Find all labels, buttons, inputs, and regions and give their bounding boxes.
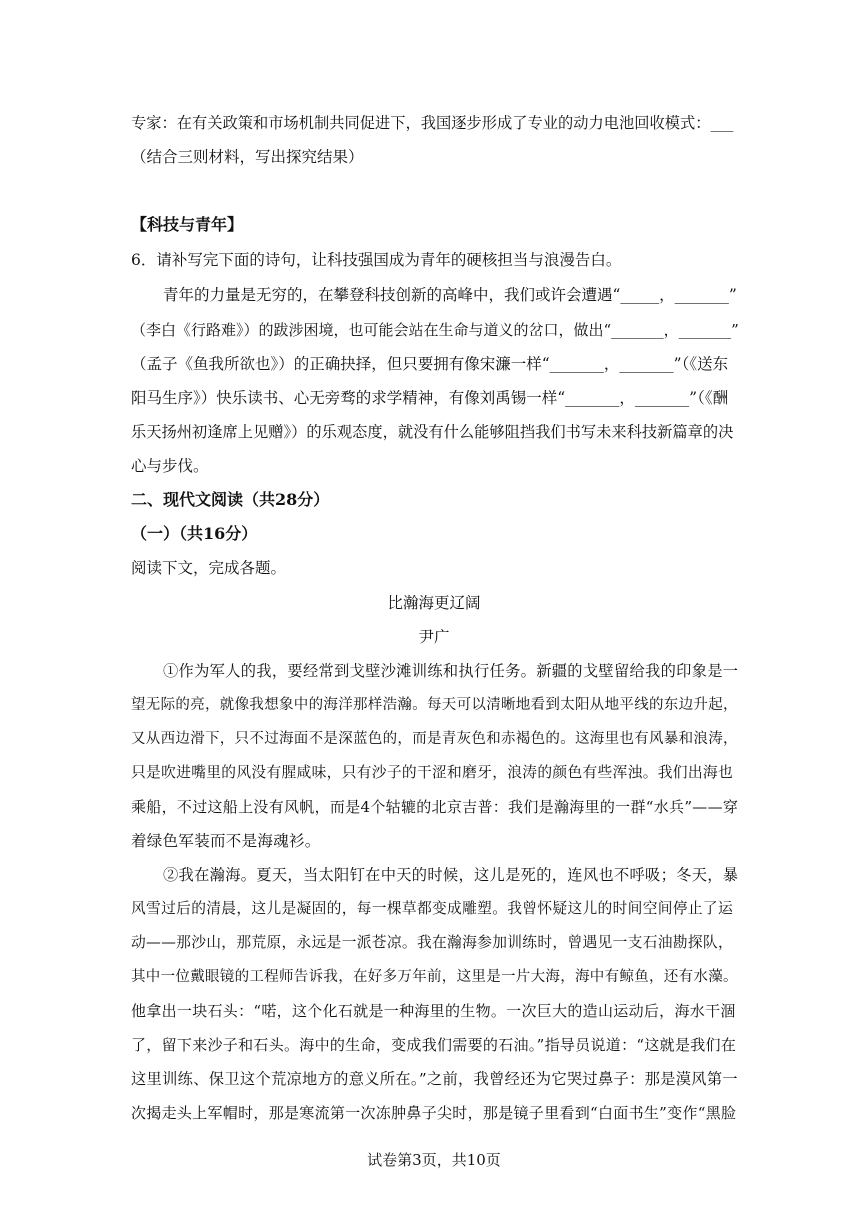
essay-paragraph-2-line: 动——那沙山，那荒原，永远是一派苍凉。我在瀚海参加训练时，曾遇见一支石油勘探队，: [131, 934, 733, 951]
question-6: 6．请补写完下面的诗句，让科技强国成为青年的硬核担当与浪漫告白。: [131, 251, 622, 269]
essay-paragraph-1-line: 又从西边滑下，只不过海面不是深蓝色的，而是青灰色和赤褐色的。这海里也有风暴和浪涛，: [131, 731, 738, 747]
section-title-modern-reading: 二、现代文阅读（共28分）: [131, 490, 330, 509]
poem-fill-paragraph-line: 心与步伐。: [131, 457, 209, 475]
essay-paragraph-2-line: 次揭走头上军帽时，那是寒流第一次冻肿鼻子尖时，那是镜子里看到“白面书生”变作“黑脸: [131, 1104, 737, 1122]
essay-paragraph-2-line: 其中一位戴眼镜的工程师告诉我，在好多万年前，这里是一片大海，海中有鲸鱼，还有水藻。: [131, 969, 738, 985]
essay-paragraph-1-line: 着绿色军装而不是海魂衫。: [131, 832, 321, 850]
reading-instruction: 阅读下文，完成各题。: [131, 559, 287, 577]
subsection-title: （一）（共16分）: [131, 524, 258, 543]
poem-fill-paragraph-line: （孟子《鱼我所欲也》）的正确抉择，但只要拥有像宋濂一样“_______，_______”（《送东: [131, 355, 729, 373]
essay-paragraph-1-line: 乘船，不过这船上没有风帆，而是4个轱辘的北京吉普：我们是瀚海里的一群“水兵”——穿: [131, 798, 739, 816]
essay-paragraph-2-line: 这里训练、保卫这个荒凉地方的意义所在。”之前，我曾经还为它哭过鼻子：那是漠风第一: [131, 1070, 738, 1088]
essay-paragraph-1-line: ①作为军人的我，要经常到戈壁沙滩训练和执行任务。新疆的戈壁留给我的印象是一: [163, 662, 739, 680]
essay-paragraph-2-line: ②我在瀚海。夏天，当太阳钉在中天的时候，这儿是死的，连风也不呼吸；冬天，暴: [163, 866, 739, 884]
poem-fill-paragraph-line: 青年的力量是无穷的，在攀登科技创新的高峰中，我们或许会遭遇“_____，_______”: [163, 286, 737, 304]
essay-paragraph-2-line: 他拿出一块石头：“喏，这个化石就是一种海里的生物。一次巨大的造山运动后，海水干涸: [131, 1002, 736, 1020]
poem-fill-paragraph-line: （李白《行路难》）的跋涉困境，也可能会站在生命与道义的岔口，做出“_______，_______”: [131, 321, 739, 339]
essay-paragraph-2-line: 了，留下来沙子和石头。海中的生命，变成我们需要的石油。”指导员说道：“这就是我们在: [131, 1036, 737, 1054]
poem-fill-paragraph-line: 阳马生序》）快乐读书、心无旁骛的求学精神，有像刘禹锡一样“_______，_______”（《酬: [131, 389, 729, 407]
essay-title: 比瀚海更辽阔: [387, 594, 481, 612]
poem-fill-paragraph-line: 乐天扬州初逢席上见赠》）的乐观态度，就没有什么能够阻挡我们书写未来科技新篇章的决: [131, 423, 734, 441]
page-footer: 试卷第3页，共10页: [367, 1151, 501, 1169]
material-instruction: （结合三则材料，写出探究结果）: [131, 148, 364, 166]
essay-paragraph-2-line: 风雪过后的清晨，这儿是凝固的，每一棵草都变成雕塑。我曾怀疑这儿的时间空间停止了运: [131, 900, 733, 917]
expert-line: 专家：在有关政策和市场机制共同促进下，我国逐步形成了专业的动力电池回收模式：___: [131, 114, 734, 132]
section-heading-tech-youth: 【科技与青年】: [131, 215, 244, 234]
essay-paragraph-1-line: 望无际的亮，就像我想象中的海洋那样浩瀚。每天可以清晰地看到太阳从地平线的东边升起，: [131, 697, 738, 713]
essay-paragraph-1-line: 只是吹进嘴里的风没有腥咸味，只有沙子的干涩和磨牙，浪涛的颜色有些浑浊。我们出海也: [131, 764, 733, 781]
essay-author: 尹广: [418, 628, 450, 646]
